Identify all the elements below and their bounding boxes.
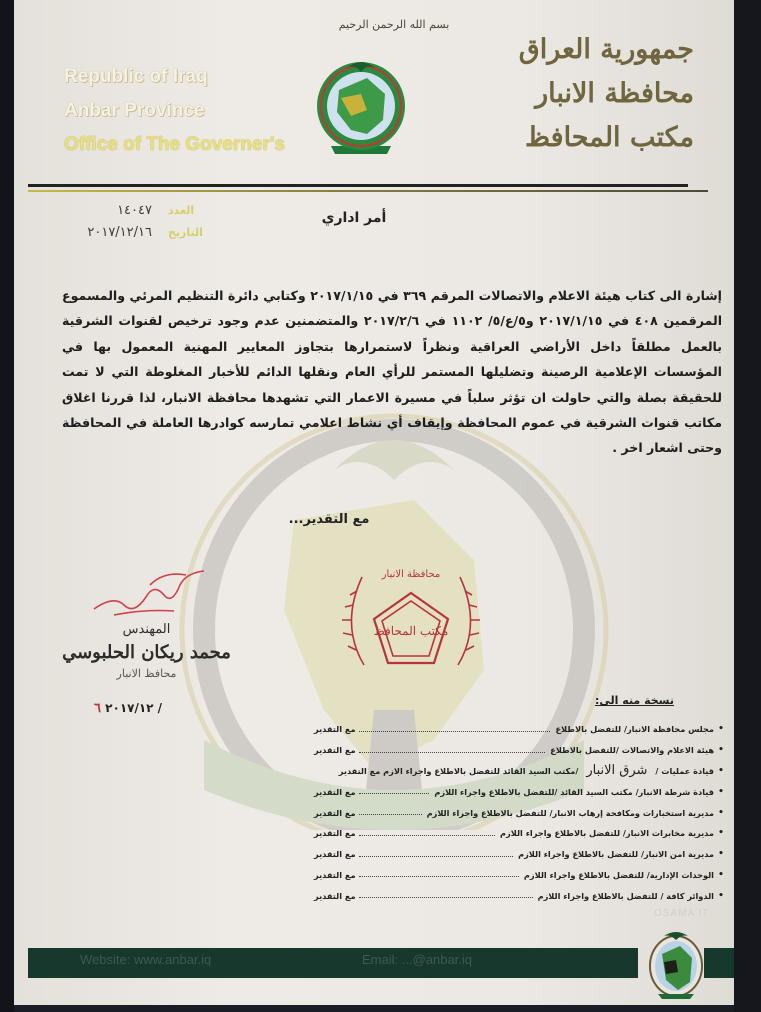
header-province: Anbar Province bbox=[64, 100, 205, 121]
footer-website: Website: www.anbar.iq bbox=[80, 952, 212, 967]
signature-block bbox=[54, 565, 239, 682]
copy-item: • مديرية مخابرات الانبار/ للتفضل بالاطلاع واجراء اللازم مع التقدير bbox=[314, 828, 724, 839]
header-divider-gold bbox=[28, 190, 708, 192]
arabic-header bbox=[519, 28, 694, 160]
reference-date-label: التاريخ bbox=[168, 226, 203, 239]
signatory-name: محمد ريكان الحلبوسي bbox=[62, 642, 231, 663]
handwritten-insert: شرق الانبار bbox=[586, 763, 648, 779]
document-body bbox=[62, 283, 722, 461]
english-header bbox=[64, 60, 285, 162]
footer-emblem-icon bbox=[646, 928, 706, 1000]
stamp-top-text: محافظة الانبار bbox=[381, 569, 441, 580]
signatory-role: محافظ الانبار bbox=[116, 667, 177, 680]
header-republic: Republic of Iraq bbox=[64, 66, 208, 87]
handwritten-signature-icon bbox=[54, 565, 234, 620]
photo-background-left bbox=[0, 0, 14, 1012]
header-ar-office: مكتب المحافظ bbox=[525, 122, 694, 153]
signature-date-rest: / ٢٠١٧/١٢ bbox=[105, 701, 163, 715]
copies-list bbox=[314, 719, 726, 906]
signature-date bbox=[94, 701, 162, 716]
governorate-emblem-icon bbox=[307, 50, 415, 158]
document-title: أمر اداري bbox=[321, 210, 387, 226]
signature-date-day: ٦ bbox=[94, 701, 101, 716]
letter-page bbox=[14, 0, 734, 1005]
reference-number: ١٤٠٤٧ bbox=[117, 203, 152, 218]
closing-regards: مع التقدير... bbox=[288, 512, 370, 527]
header-ar-province: محافظة الانبار bbox=[535, 78, 694, 109]
watermark-text: OSAMA IT bbox=[654, 908, 710, 919]
copy-item: • الدوائر كافة / للتفضل بالاطلاع واجراء اللازم مع التقدير bbox=[314, 890, 724, 901]
reference-block bbox=[64, 200, 203, 244]
reference-number-label: العدد bbox=[168, 204, 195, 217]
copy-item: • مجلس محافظة الانبار/ للتفضل بالاطلاع مع التقدير bbox=[314, 724, 724, 735]
copy-item: • مديرية امن الانبار/ للتفضل بالاطلاع واجراء اللازم مع التقدير bbox=[314, 849, 724, 860]
signatory-title: المهندس bbox=[122, 622, 171, 637]
header-divider bbox=[28, 184, 688, 187]
header-ar-republic: جمهورية العراق bbox=[518, 34, 694, 65]
copy-item: • قيادة شرطة الانبار/ مكتب السيد القائد /للتفضل بالاطلاع واجراء اللازم مع التقدير bbox=[314, 786, 724, 797]
copies-heading: نسخة منه الى: bbox=[595, 694, 674, 707]
official-stamp-icon bbox=[336, 555, 486, 685]
copy-item: • قيادة عمليات / شرق الانبار /مكتب السيد القائد للتفضل بالاطلاع واجراء الازم مع التقدير bbox=[338, 763, 724, 779]
basmala: بسم الله الرحمن الرحيم bbox=[338, 18, 450, 31]
copy-item: • مديرية استخبارات ومكافحة إرهاب الانبار/ للتفضل بالاطلاع واجراء اللازم مع التقدير bbox=[314, 807, 724, 818]
reference-date: ٢٠١٧/١٢/١٦ bbox=[87, 225, 152, 240]
footer-band-right bbox=[704, 948, 734, 978]
copy-item: • هيئة الاعلام والاتصالات /للتفضل بالاطلاع مع التقدير bbox=[314, 745, 724, 756]
header-office: Office of The Governer's bbox=[64, 134, 285, 155]
body-paragraph: إشارة الى كتاب هيئة الاعلام والاتصالات المرقم ٣٦٩ في ٢٠١٧/١/١٥ وكتابي دائرة التنظيم المرئي والمسموع المرقمين ٤٠٨ في ٢٠١٧/١/١٥ و٥/ع/٥/ ١١٠٢ في ٢٠١٧/٢/٦ والمتضمنين عدم وجود ترخيص لقنوات الشرقية بالعمل مطلقاً داخل الأراضي العراقية ونظراً لاستمرارها بتجاوز المعايير المهنية المعمول بها في المؤسسات الإعلامية الرصينة وتضليلها المستمر للرأي العام ونقلها الدائم للأخبار المغلوطة التي لا تمت للحقيقة بصلة والتي حاولت ان تؤثر سلباً في مسيرة الاعمار التي تشهدها محافظة الانبار، لذا قررنا اغلاق مكاتب قنوات الشرقية في عموم المحافظة وإيقاف أي نشاط اعلامي تمارسه كوادرها العاملة في المحافظة وحتى اشعار اخر . bbox=[62, 288, 723, 456]
photo-background-right bbox=[734, 0, 761, 1012]
copy-item: • الوحدات الإدارية/ للتفضل بالاطلاع واجراء اللازم مع التقدير bbox=[314, 869, 724, 880]
footer-email: Email: ...@anbar.iq bbox=[362, 952, 473, 967]
stamp-center-text: مكتب المحافظ bbox=[373, 624, 449, 638]
